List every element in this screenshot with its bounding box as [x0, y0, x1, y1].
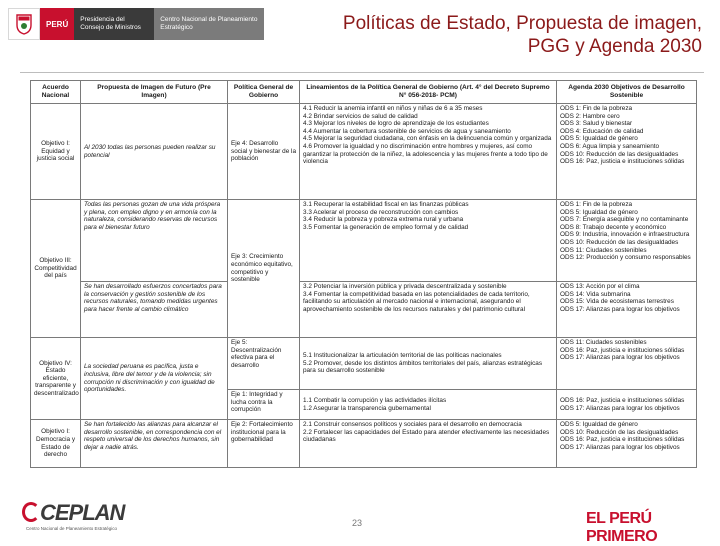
- lineamiento-item: 1.1 Combatir la corrupción y las actividades ilícitas: [303, 396, 447, 404]
- ods-item: ODS 6: Agua limpia y saneamiento: [560, 142, 660, 150]
- ods-item: ODS 10: Reducción de las desigualdades: [560, 150, 679, 158]
- imagen-cell: Se han desarrollado esfuerzos concertados para la conservación y gestión sostenible de los recursos naturales, tomando medidas urgentes para hacer frente al cambio climático: [81, 282, 228, 338]
- ods-item: ODS 14: Vida submarina: [560, 290, 631, 298]
- lineamiento-item: 4.4 Aumentar la cobertura sostenible de servicios de agua y saneamiento: [303, 127, 511, 135]
- lineamiento-item: 5.1 Institucionalizar la articulación territorial de las políticas nacionales: [303, 352, 502, 360]
- ods-item: ODS 10: Reducción de las desigualdades: [560, 428, 679, 436]
- shield-icon: [8, 8, 40, 40]
- politica-cell: Eje 4: Desarrollo social y bienestar de la población: [228, 104, 300, 200]
- ods-cell: [557, 104, 697, 200]
- peru-government-logo: [8, 8, 264, 40]
- lineamiento-item: 5.2 Promover, desde los distintos ámbitos territoriales del país, alianzas estratégicas para su desarrollo sostenible: [303, 359, 543, 375]
- lineamiento-item: 4.3 Mejorar los niveles de logro de aprendizaje de los estudiantes: [303, 120, 489, 128]
- lineamiento-item: 3.1 Recuperar la estabilidad fiscal en las finanzas públicas: [303, 201, 469, 208]
- logo-org-ceplan: Centro Nacional de Planeamiento Estratégico: [154, 8, 264, 40]
- politica-cell: Eje 2: Fortalecimiento institucional para la gobernabilidad: [228, 420, 300, 468]
- lineamientos-cell: [300, 282, 557, 338]
- logo-org-pcm: Presidencia del Consejo de Ministros: [74, 8, 154, 40]
- ods-item: ODS 16: Paz, justicia e instituciones sólidas: [560, 436, 685, 444]
- acuerdo-cell: Objetivo I: Democracia y Estado de derecho: [31, 420, 81, 468]
- imagen-cell: Al 2030 todas las personas pueden realizar su potencial: [81, 104, 228, 200]
- ods-item: ODS 3: Salud y bienestar: [560, 120, 633, 128]
- ods-item: ODS 16: Paz, justicia e instituciones sólidas: [560, 346, 685, 354]
- slide-title: Políticas de Estado, Propuesta de imagen, PGG y Agenda 2030: [342, 13, 702, 57]
- table-row: [31, 200, 697, 282]
- table-header-row: [31, 81, 697, 104]
- header-divider: [20, 72, 704, 73]
- policy-table: [30, 80, 697, 468]
- header-imagen: Propuesta de Imagen de Futuro (Pre Imagen): [81, 81, 228, 104]
- politica-cell: Eje 5: Descentralización efectiva para el desarrollo: [228, 338, 300, 390]
- ods-item: ODS 13: Acción por el clima: [560, 283, 640, 290]
- ods-item: ODS 16: Paz, justicia e instituciones sólidas: [560, 158, 685, 166]
- table-row: [31, 282, 697, 338]
- lineamiento-item: 3.4 Reducir la pobreza y pobreza extrema rural y urbana: [303, 216, 464, 224]
- ceplan-wordmark: CEPLAN: [40, 500, 125, 525]
- lineamiento-item: 4.5 Mejorar la seguridad ciudadana, con énfasis en la delincuencia común y organizada: [303, 135, 552, 143]
- lineamientos-cell: [300, 338, 557, 390]
- el-peru-primero-logo: EL PERÚ PRIMERO: [586, 510, 658, 545]
- ods-cell: [557, 282, 697, 338]
- ods-item: ODS 8: Trabajo decente y económico: [560, 223, 667, 231]
- ods-item: ODS 9: Industria, innovación e infraestructura: [560, 231, 690, 239]
- lineamiento-item: 2.1 Construir consensos políticos y sociales para el desarrollo en democracia: [303, 421, 522, 428]
- lineamientos-cell: [300, 104, 557, 200]
- imagen-cell: Todas las personas gozan de una vida próspera y plena, con empleo digno y en armonía con la naturaleza, considerando reservas de recursos para el bienestar futuro: [81, 200, 228, 282]
- ods-item: ODS 1: Fin de la pobreza: [560, 201, 633, 208]
- ods-cell: [557, 338, 697, 390]
- table-row: [31, 338, 697, 390]
- ods-item: ODS 11: Ciudades sostenibles: [560, 246, 647, 254]
- lineamiento-item: 1.2 Asegurar la transparencia gubernamental: [303, 404, 431, 412]
- acuerdo-cell: Objetivo I: Equidad y justicia social: [31, 104, 81, 200]
- page-number: 23: [352, 518, 363, 528]
- lineamiento-item: 4.1 Reducir la anemia infantil en niños y niñas de 6 a 35 meses: [303, 105, 483, 112]
- ods-item: ODS 10: Reducción de las desigualdades: [560, 238, 679, 246]
- ods-item: ODS 17: Alianzas para lograr los objetivos: [560, 354, 680, 362]
- lineamiento-item: 3.5 Fomentar la generación de empleo formal y de calidad: [303, 223, 469, 231]
- header-lineamientos: Lineamientos de la Política General de Gobierno (Art. 4° del Decreto Supremo N° 056-2018- PCM): [300, 81, 557, 104]
- table-row: [31, 104, 697, 200]
- slide-footer: [0, 488, 720, 545]
- ods-item: ODS 5: Igualdad de género: [560, 421, 638, 428]
- ods-item: ODS 1: Fin de la pobreza: [560, 105, 633, 112]
- lineamiento-item: 4.2 Brindar servicios de salud de calidad: [303, 112, 418, 120]
- ods-item: ODS 17: Alianzas para lograr los objetivos: [560, 305, 680, 313]
- ceplan-swoosh-icon: [22, 502, 40, 522]
- lineamiento-item: 3.3 Acelerar el proceso de reconstrucción con cambios: [303, 208, 459, 216]
- ods-item: ODS 17: Alianzas para lograr los objetivos: [560, 443, 680, 451]
- header-acuerdo: Acuerdo Nacional: [31, 81, 81, 104]
- ceplan-subtitle: Centro Nacional de Planeamiento Estratégico: [26, 526, 118, 531]
- header-agenda: Agenda 2030 Objetivos de Desarrollo Sostenible: [557, 81, 697, 104]
- ods-cell: [557, 390, 697, 420]
- lineamiento-item: 2.2 Fortalecer las capacidades del Estado para atender efectivamente las necesidades ciudadanas: [303, 428, 550, 444]
- imagen-cell: Se han fortalecido las alianzas para alcanzar el desarrollo sostenible, en correspondencia con el respeto universal de los derechos humanos, sin dejar a nadie atrás.: [81, 420, 228, 468]
- ods-item: ODS 7: Energía asequible y no contaminante: [560, 216, 689, 224]
- ods-item: ODS 17: Alianzas para lograr los objetivos: [560, 404, 680, 412]
- lineamientos-cell: [300, 200, 557, 282]
- header-politica: Política General de Gobierno: [228, 81, 300, 104]
- logo-country: PERÚ: [40, 8, 74, 40]
- ods-item: ODS 16: Paz, justicia e instituciones sólidas: [560, 396, 685, 404]
- lineamientos-cell: [300, 420, 557, 468]
- politica-cell: Eje 3: Crecimiento económico equitativo, competitivo y sostenible: [228, 200, 300, 338]
- ods-item: ODS 2: Hambre cero: [560, 112, 620, 120]
- acuerdo-cell: Objetivo IV: Estado eficiente, transparente y descentralizado: [31, 338, 81, 420]
- ods-item: ODS 4: Educación de calidad: [560, 127, 644, 135]
- lineamientos-cell: [300, 390, 557, 420]
- ods-cell: [557, 420, 697, 468]
- lineamiento-item: 3.2 Potenciar la inversión pública y privada descentralizada y sostenible: [303, 283, 507, 290]
- lineamiento-item: 4.6 Promover la igualdad y no discriminación entre hombres y mujeres, así como garantizar la protección de la niñez, la adolescencia y las mujeres frente a todo tipo de violencia: [303, 142, 548, 166]
- ceplan-logo: [22, 496, 125, 536]
- ods-item: ODS 11: Ciudades sostenibles: [560, 339, 647, 346]
- ods-item: ODS 15: Vida de ecosistemas terrestres: [560, 298, 674, 306]
- lineamiento-item: 3.4 Fomentar la competitividad basada en las potencialidades de cada territorio, facilitando su articulación al mercado nacional e internacional, asegurando el aprovechamiento sostenible de los recursos naturales y del patrimonio cultural: [303, 290, 530, 313]
- politica-cell: Eje 1: Integridad y lucha contra la corrupción: [228, 390, 300, 420]
- table-row: [31, 420, 697, 468]
- imagen-cell: La sociedad peruana es pacífica, justa e inclusiva, libre del temor y de la violencia; sin corrupción ni discriminación y con igualdad de oportunidades.: [81, 338, 228, 420]
- ods-item: ODS 5: Igualdad de género: [560, 135, 638, 143]
- ods-item: ODS 5: Igualdad de género: [560, 208, 638, 216]
- slide-header: [0, 0, 720, 72]
- acuerdo-cell: Objetivo III: Competitividad del país: [31, 200, 81, 338]
- ods-cell: [557, 200, 697, 282]
- ods-item: ODS 12: Producción y consumo responsables: [560, 254, 691, 262]
